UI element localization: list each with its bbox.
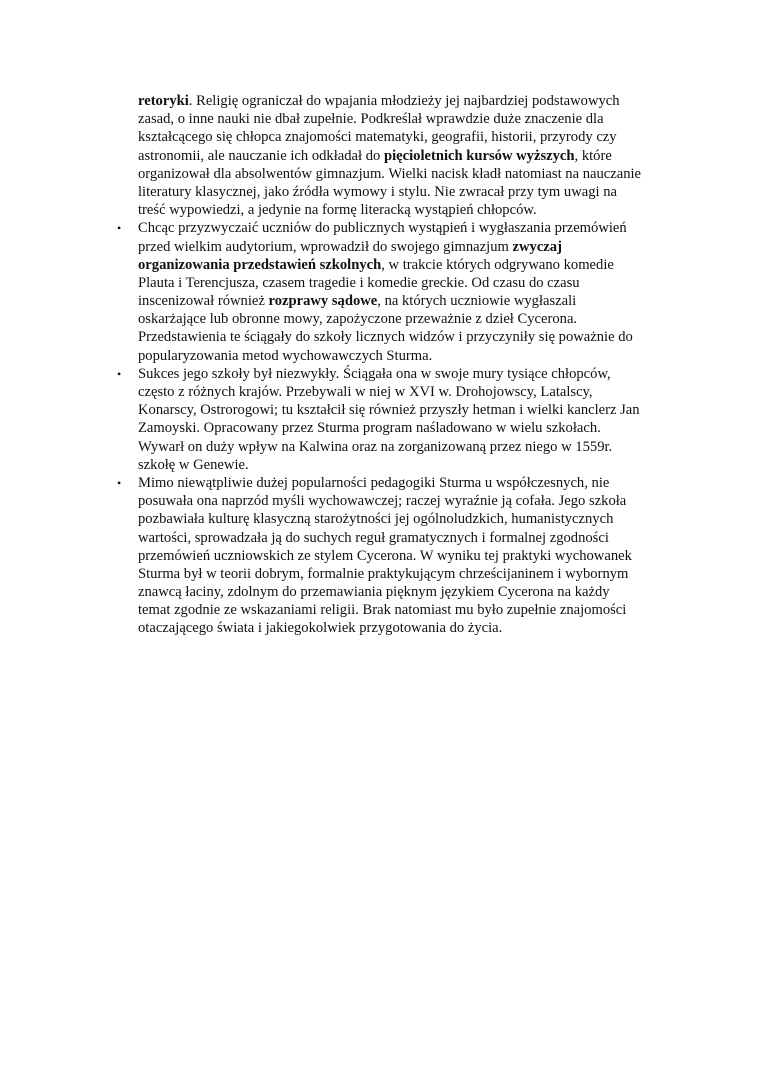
text-line — [138, 547, 668, 565]
text-run: literatury klasycznej, jako źródła wymowy i stylu. Nie zwracał przy tym uwagi na — [138, 183, 618, 200]
bold-text: pięcioletnich kursów wyższych — [383, 147, 575, 164]
text-line — [138, 456, 668, 474]
text-line — [138, 310, 668, 328]
text-line — [138, 438, 668, 456]
bullet-item — [117, 365, 668, 474]
text-line — [138, 583, 668, 601]
text-run: organizował dla absolwentów gimnazjum. Wielki nacisk kładł natomiast na nauczanie — [138, 165, 642, 182]
text-line — [138, 601, 668, 619]
text-run: Sukces jego szkoły był niezwykły. Ściągała ona w swoje mury tysiące chłopców, — [138, 365, 611, 382]
text-run: posuwała ona naprzód myśli wychowawczej; raczej wyraźnie ją cofała. Jego szkoła — [138, 493, 627, 510]
text-run: pozbawiała kulturę klasyczną starożytności jej ogólnoludzkich, humanistycznych — [138, 511, 614, 528]
text-run: Plauta i Terencjusza, czasem tragedie i komedie greckie. Od czasu do czasu — [138, 274, 580, 291]
text-line — [138, 383, 668, 401]
bullet-icon: • — [117, 221, 122, 236]
text-run: Sturma był w teorii dobrym, formalnie praktykującym chrześcijaninem i wybornym — [138, 565, 629, 582]
text-run: treść wypowiedzi, a jedynie na formę literacką wystąpień chłopców. — [138, 202, 537, 219]
text-run: Zamoyski. Opracowany przez Sturma program naśladowano w wielu szkołach. — [138, 420, 601, 437]
document-body — [117, 92, 668, 638]
text-line — [138, 492, 668, 510]
text-run: , na których uczniowie wygłaszali — [377, 293, 577, 310]
bullet-icon: • — [117, 475, 122, 490]
text-line — [138, 110, 668, 128]
text-line — [138, 292, 668, 310]
text-run: Wywarł on duży wpływ na Kalwina oraz na zorganizowaną przez niego w 1559r. — [138, 438, 613, 455]
text-line — [138, 165, 668, 183]
text-run: kształcącego się chłopca znajomości matematyki, geografii, historii, przyrody czy — [138, 129, 617, 146]
text-line — [138, 147, 668, 165]
text-run: znawcą łaciny, zdolnym do przemawiania pięknym językiem Cycerona na każdy — [138, 584, 610, 601]
text-line — [138, 347, 668, 365]
text-run: , w trakcie których odgrywano komedie — [381, 256, 614, 273]
intro-paragraph — [138, 92, 668, 219]
text-run: przemówień uczniowskich ze stylem Cycerona. W wyniku tej praktyki wychowanek — [138, 547, 632, 564]
bold-text: zwyczaj — [512, 238, 562, 255]
text-run: przed wielkim audytorium, wprowadził do swojego gimnazjum — [138, 238, 513, 255]
text-line — [138, 201, 668, 219]
text-line — [138, 565, 668, 583]
bold-text: retoryki — [138, 93, 189, 109]
text-line — [138, 365, 668, 383]
bold-text: rozprawy sądowe — [268, 293, 378, 310]
text-line — [138, 401, 668, 419]
bullet-item — [117, 219, 668, 365]
text-run: wartości, sprowadzała ją do suchych reguł gramatycznych i formalnej zgodności — [138, 529, 609, 546]
text-line — [138, 619, 668, 637]
text-line — [138, 529, 668, 547]
text-line — [138, 274, 668, 292]
text-run: Przedstawienia te ściągały do szkoły licznych widzów i przyczyniły się poważnie do — [138, 329, 633, 346]
bullet-list — [117, 219, 668, 637]
text-run: inscenizował również — [138, 293, 269, 310]
bullet-icon: • — [117, 366, 122, 381]
text-line — [138, 183, 668, 201]
text-run: oskarżające lub obronne mowy, zapożyczone przeważnie z dzieł Cycerona. — [138, 311, 578, 328]
text-line — [138, 128, 668, 146]
text-line — [138, 256, 668, 274]
bullet-item — [117, 474, 668, 638]
text-line — [138, 92, 668, 110]
text-run: . Religię ograniczał do wpajania młodzieży jej najbardziej podstawowych — [188, 93, 620, 109]
text-run: często z różnych krajów. Przebywali w niej w XVI w. Drohojowscy, Latalscy, — [138, 384, 593, 400]
text-run: zasad, o inne nauki nie dbał zupełnie. Podkreślał wprawdzie duże znaczenie dla — [138, 111, 604, 128]
text-run: szkołę w Genewie. — [138, 456, 249, 473]
text-run: Konarscy, Ostrorogowi; tu kształcił się również przyszły hetman i wielki kanclerz Jan — [138, 402, 640, 419]
bold-text: organizowania przedstawień szkolnych — [138, 256, 382, 273]
text-run: otaczającego świata i jakiegokolwiek przygotowania do życia. — [138, 620, 503, 637]
text-run: astronomii, ale nauczanie ich odkładał do — [138, 147, 384, 164]
text-line — [138, 474, 668, 492]
text-line — [138, 419, 668, 437]
text-run: Chcąc przyzwyczaić uczniów do publicznych wystąpień i wygłaszania przemówień — [138, 220, 627, 237]
text-run: popularyzowania metod wychowawczych Sturma. — [138, 347, 433, 364]
text-run: temat zgodnie ze wskazaniami religii. Brak natomiast mu było zupełnie znajomości — [138, 602, 627, 619]
text-line — [138, 510, 668, 528]
text-line — [138, 219, 668, 237]
text-run: Mimo niewątpliwie dużej popularności pedagogiki Sturma u współczesnych, nie — [138, 474, 610, 491]
text-line — [138, 328, 668, 346]
text-run: , które — [574, 147, 612, 164]
text-line — [138, 238, 668, 256]
